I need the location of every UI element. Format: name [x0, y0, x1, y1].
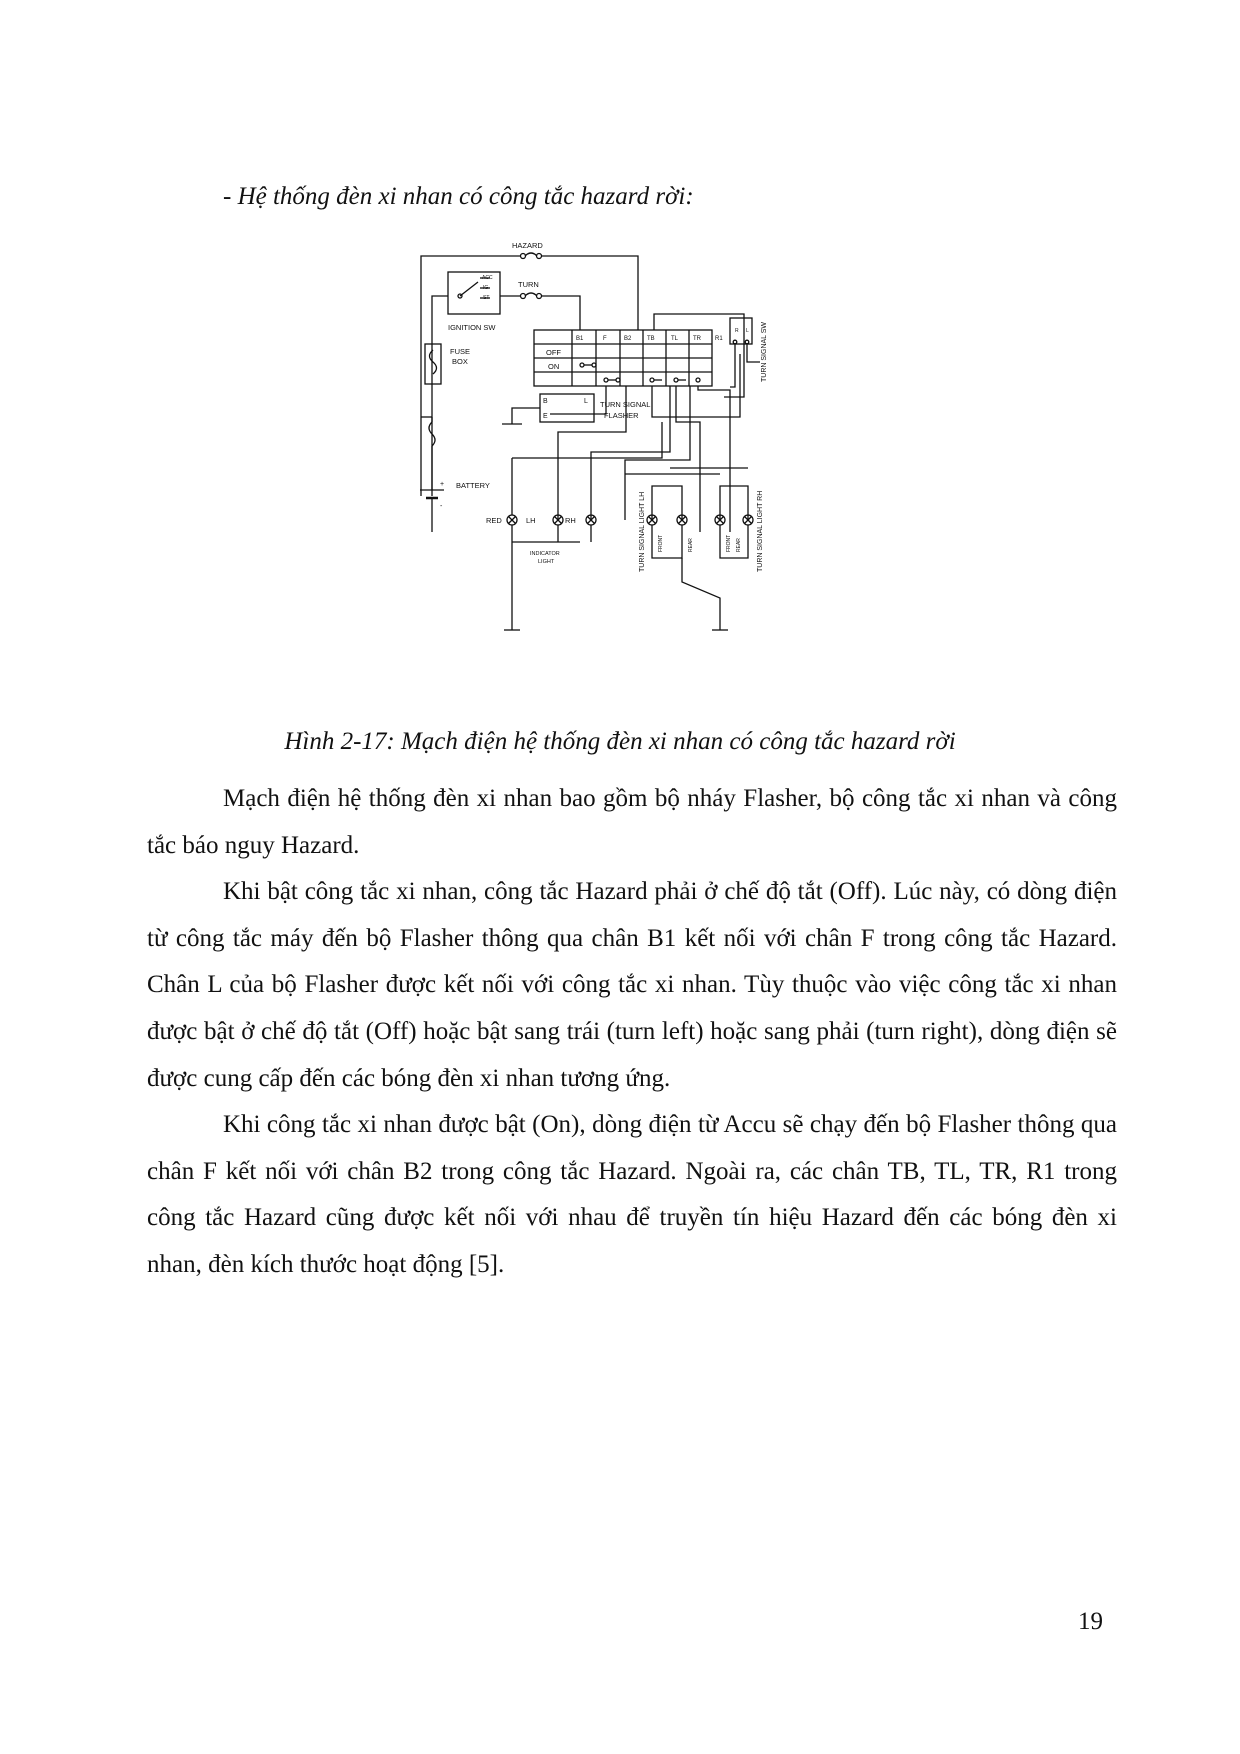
fuse-box [425, 344, 441, 384]
red-indicator-lamp [504, 458, 520, 630]
page-number: 19 [1078, 1608, 1103, 1635]
switch-wiring [550, 314, 744, 532]
pin-f: F [603, 336, 607, 342]
pin-r1: R1 [715, 336, 723, 342]
paragraph: Mạch điện hệ thống đèn xi nhan bao gồm bộ nháy Flasher, bộ công tắc xi nhan và công tắc báo nguy Hazard. [147, 785, 1117, 859]
pin-b2: B2 [624, 336, 632, 342]
figure-caption: Hình 2-17: Mạch điện hệ thống đèn xi nhan có công tắc hazard rời [284, 728, 956, 755]
red-label: RED [486, 516, 502, 525]
off-row-label: OFF [546, 348, 561, 357]
turn-fuse [500, 293, 580, 330]
flasher-pin-e: E [543, 413, 548, 420]
front-rh-label: FRONT [726, 534, 732, 552]
flasher-pin-l: L [584, 398, 588, 405]
hazard-switch [534, 330, 712, 386]
acc-label: ACC [482, 275, 493, 281]
fuse-label: FUSE [450, 347, 471, 356]
light-label: LIGHT [538, 559, 555, 565]
on-row-label: ON [548, 362, 560, 371]
turn-signal-light-rh-label: TURN SIGNAL LIGHT RH [757, 490, 764, 572]
pin-tb: TB [647, 336, 655, 342]
battery-fuse [421, 417, 435, 490]
battery-label: BATTERY [456, 481, 490, 490]
rh-indicator-label: RH [565, 516, 576, 525]
rear-lh-label: REAR [688, 538, 694, 552]
turn-signal-flasher [502, 394, 594, 424]
st-label: ST [483, 295, 490, 301]
flasher-label-2: FLASHER [604, 411, 639, 420]
pin-b1: B1 [576, 336, 584, 342]
indicator-wiring [512, 386, 690, 542]
pin-tl: TL [671, 336, 679, 342]
ignition-sw-label: IGNITION SW [448, 323, 496, 332]
battery-minus: - [440, 503, 443, 510]
turn-signal-light-lh-label: TURN SIGNAL LIGHT LH [639, 491, 646, 572]
section-heading: - Hệ thống đèn xi nhan có công tắc hazard rời: [223, 183, 694, 210]
battery [420, 490, 444, 532]
body-text [147, 776, 1117, 1289]
lh-indicator-label: LH [526, 516, 536, 525]
flasher-label-1: TURN SIGNAL [600, 400, 651, 409]
flasher-pin-b: B [543, 398, 548, 405]
box-label: BOX [452, 357, 468, 366]
battery-plus: + [440, 481, 445, 488]
ig-label: IG [483, 285, 489, 291]
indicator-label: INDICATOR [530, 551, 560, 557]
hazard-fuse [421, 253, 638, 496]
hazard-label: HAZARD [512, 241, 543, 250]
hazard-circuit-diagram [400, 232, 880, 712]
paragraph: Khi công tắc xi nhan được bật (On), dòng điện từ Accu sẽ chạy đến bộ Flasher thông qua chân F kết nối với chân B2 trong công tắc Hazard. Ngoài ra, các chân TB, TL, TR, R1 trong công tắc Hazard cũng được kết nối với nhau để truyền tín hiệu Hazard đến các bóng đèn xi nhan, đèn kích thước hoạt động [5]. [147, 1111, 1117, 1278]
pin-tr: TR [693, 336, 701, 342]
turn-sw-r: R [735, 328, 739, 334]
rear-rh-label: REAR [736, 538, 742, 552]
turn-sw-l: L [746, 328, 749, 334]
front-lh-label: FRONT [658, 534, 664, 552]
turn-label: TURN [518, 280, 539, 289]
paragraph: Khi bật công tắc xi nhan, công tắc Hazard phải ở chế độ tắt (Off). Lúc này, có dòng điện từ công tắc máy đến bộ Flasher thông qua chân B1 kết nối với chân F trong công tắc Hazard. Chân L của bộ Flasher được kết nối với công tắc xi nhan. Tùy thuộc vào việc công tắc xi nhan được bật ở chế độ tắt (Off) hoặc bật sang trái (turn left) hoặc sang phải (turn right), dòng điện sẽ được cung cấp đến các bóng đèn xi nhan tương ứng. [147, 878, 1117, 1092]
turn-signal-sw-label: TURN SIGNAL SW [761, 321, 768, 382]
ignition-switch [432, 272, 500, 496]
